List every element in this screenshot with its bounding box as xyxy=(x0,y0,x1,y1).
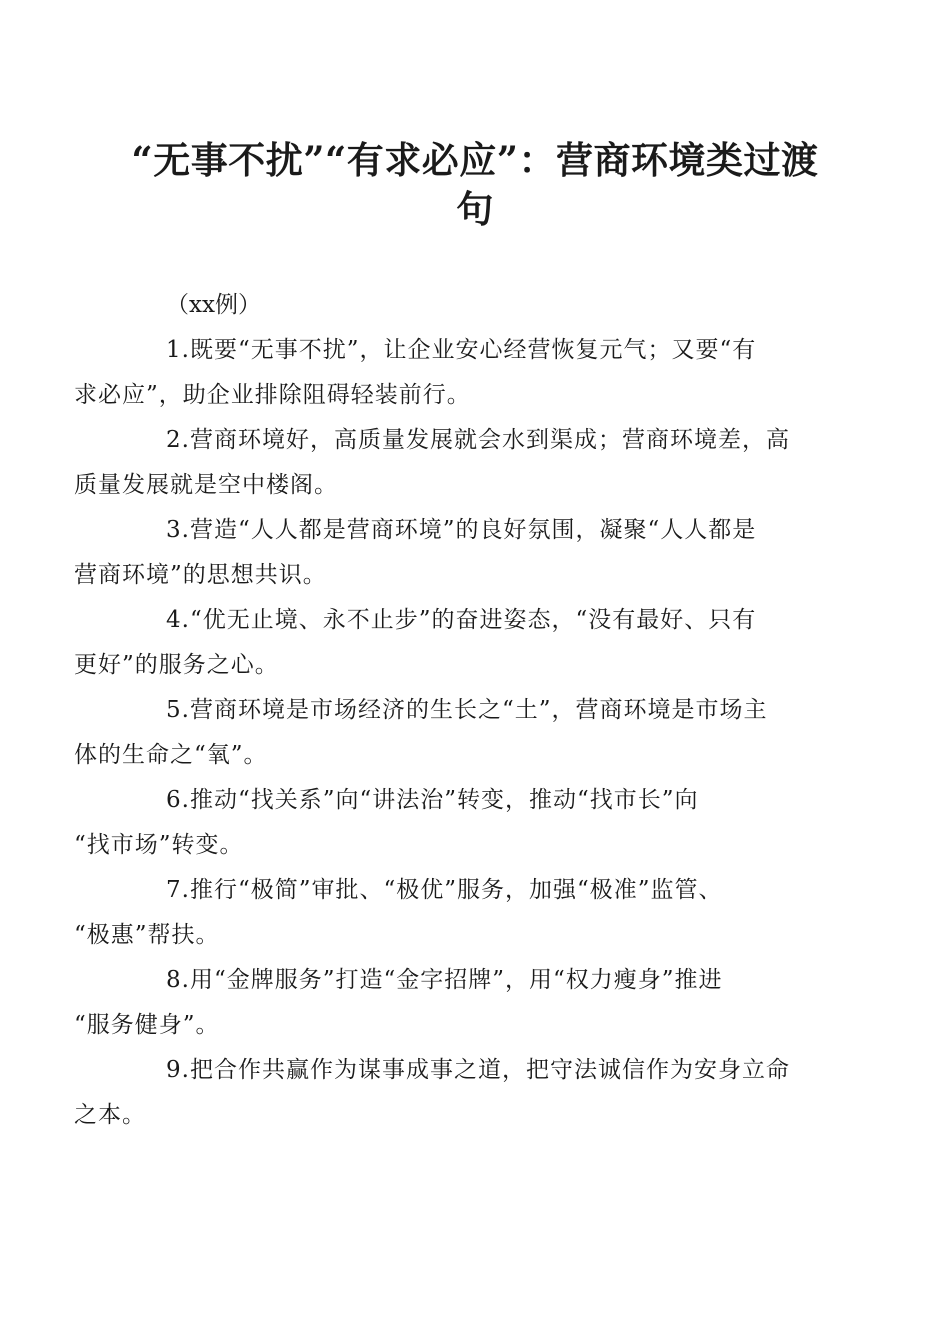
list-item-line: 4.“优无止境、永不止步”的奋进姿态，“没有最好、只有 xyxy=(166,607,757,633)
list-item xyxy=(74,1048,830,1138)
list-item-line: 体的生命之“氧”。 xyxy=(74,742,268,768)
list-item xyxy=(74,778,830,868)
list-item-line: 5.营商环境是市场经济的生长之“土”，营商环境是市场主 xyxy=(166,697,768,723)
document-title xyxy=(120,136,830,234)
list-item-line: “服务健身”。 xyxy=(74,1012,220,1038)
title-line: “无事不扰”“有求必应”：营商环境类过渡 xyxy=(131,138,819,182)
list-item-line: 更好”的服务之心。 xyxy=(74,652,279,678)
list-item-line: 1.既要“无事不扰”，让企业安心经营恢复元气；又要“有 xyxy=(166,337,757,363)
list-item-line: 营商环境”的思想共识。 xyxy=(74,562,327,588)
list-item-line: 质量发展就是空中楼阁。 xyxy=(74,472,338,498)
list-item xyxy=(74,508,830,598)
list-item-line: “极惠”帮扶。 xyxy=(74,922,220,948)
list-item xyxy=(74,868,830,958)
list-item-line: 7.推行“极简”审批、“极优”服务，加强“极准”监管、 xyxy=(166,877,723,903)
list-item xyxy=(74,598,830,688)
list-item xyxy=(74,688,830,778)
list-item-line: 6.推动“找关系”向“讲法治”转变，推动“找市长”向 xyxy=(166,787,699,813)
list-item xyxy=(74,328,830,418)
title-line: 句 xyxy=(456,187,494,231)
list-item-line: 2.营商环境好，高质量发展就会水到渠成；营商环境差，高 xyxy=(166,427,790,453)
count-note: （xx例） xyxy=(166,292,261,318)
list-item xyxy=(74,958,830,1048)
list-item-line: “找市场”转变。 xyxy=(74,832,244,858)
list-item-line: 3.营造“人人都是营商环境”的良好氛围，凝聚“人人都是 xyxy=(166,517,757,543)
document-body xyxy=(74,283,830,1138)
list-item-line: 之本。 xyxy=(74,1102,146,1128)
list-item-line: 8.用“金牌服务”打造“金字招牌”，用“权力瘦身”推进 xyxy=(166,967,723,993)
list-item-line: 9.把合作共赢作为谋事成事之道，把守法诚信作为安身立命 xyxy=(166,1057,790,1083)
list-item-line: 求必应”，助企业排除阻碍轻装前行。 xyxy=(74,382,471,408)
list-item xyxy=(74,418,830,508)
